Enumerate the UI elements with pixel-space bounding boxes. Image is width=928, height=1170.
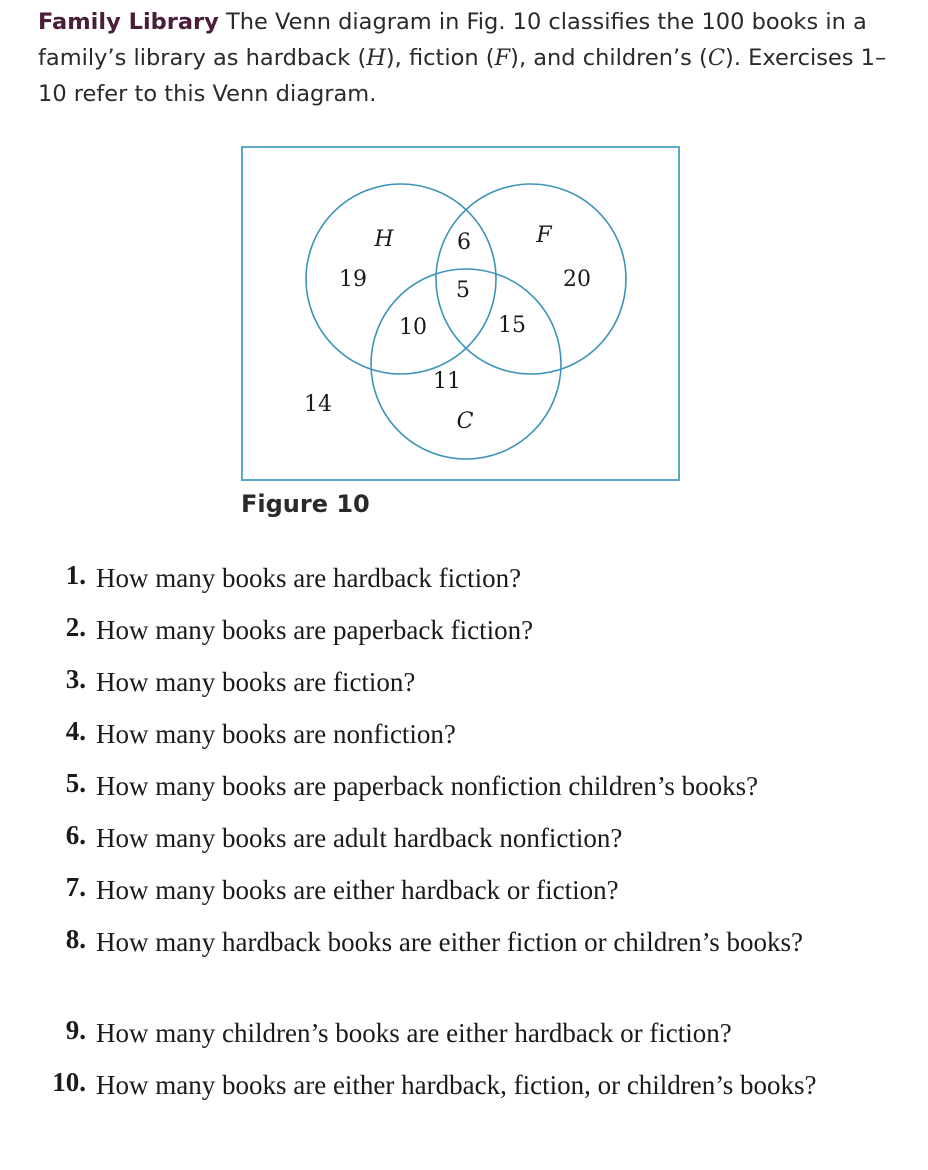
exercise-text: How many books are nonfiction? xyxy=(96,719,456,749)
exercise-text: How many books are paperback fiction? xyxy=(96,615,534,645)
region-h-c-only: 10 xyxy=(399,315,427,340)
exercise-number: 4. xyxy=(65,716,86,746)
intro-var-h: H xyxy=(366,45,386,71)
region-h-only: 19 xyxy=(339,267,367,292)
region-h-f-only: 6 xyxy=(457,230,471,255)
exercise-text: How many books are either hardback or fiction? xyxy=(96,875,619,905)
intro-var-f: F xyxy=(494,45,511,71)
set-c-label: C xyxy=(456,409,474,434)
venn-figure xyxy=(241,146,681,482)
set-h-label: H xyxy=(374,227,394,252)
exercise-text: How many books are paperback nonfiction children’s books? xyxy=(96,771,759,801)
exercise-number: 10. xyxy=(52,1067,86,1097)
exercise-text: How many books are adult hardback nonfiction? xyxy=(96,823,623,853)
intro-paragraph xyxy=(38,4,898,112)
venn-diagram xyxy=(241,146,681,482)
exercise-number: 2. xyxy=(65,612,86,642)
intro-text-4: ). Exercises 1–10 refer to this Venn diagram. xyxy=(38,45,887,107)
section-heading: Family Library xyxy=(38,9,219,35)
exercise-number: 5. xyxy=(65,768,86,798)
figure-caption: Figure 10 xyxy=(241,490,370,518)
exercise-text: How many hardback books are either fiction or children’s books? xyxy=(96,927,804,957)
region-h-f-c: 5 xyxy=(456,278,470,303)
exercise-text: How many books are hardback fiction? xyxy=(96,563,522,593)
exercise-number: 6. xyxy=(65,820,86,850)
exercise-number: 1. xyxy=(65,560,86,590)
exercise-number: 3. xyxy=(65,664,86,694)
set-f-label: F xyxy=(536,223,552,248)
intro-text-3: ), and children’s ( xyxy=(510,45,708,71)
region-f-c-only: 15 xyxy=(498,313,526,338)
intro-text-2: ), fiction ( xyxy=(385,45,495,71)
exercise-text: How many books are either hardback, fiction, or children’s books? xyxy=(96,1070,817,1100)
exercise-number: 8. xyxy=(65,924,86,954)
region-f-only: 20 xyxy=(563,267,591,292)
region-outside: 14 xyxy=(304,392,332,417)
exercise-number: 7. xyxy=(65,872,86,902)
intro-text-1: The Venn diagram in Fig. 10 classifies the 100 books in a family’s library as hardback ( xyxy=(38,9,867,71)
intro-var-c: C xyxy=(707,45,726,71)
exercise-text: How many books are fiction? xyxy=(96,667,416,697)
exercise-number: 9. xyxy=(65,1015,86,1045)
exercise-text: How many children’s books are either hardback or fiction? xyxy=(96,1018,732,1048)
region-c-only: 11 xyxy=(433,369,461,394)
